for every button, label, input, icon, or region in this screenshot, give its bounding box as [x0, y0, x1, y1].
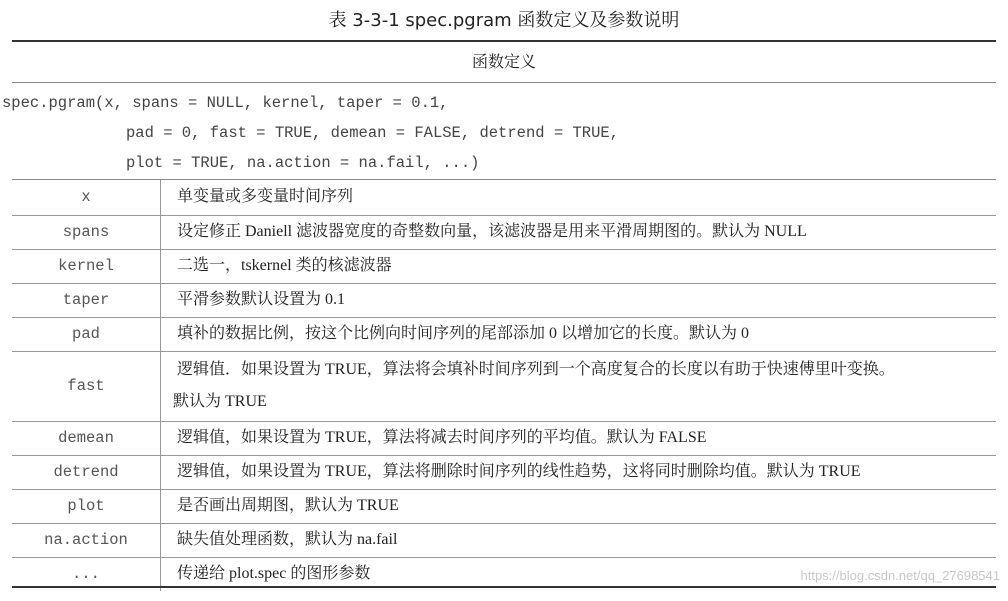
param-name: x	[12, 180, 161, 215]
watermark: https://blog.csdn.net/qq_27698541	[800, 568, 1000, 583]
section-header: 函数定义	[471, 52, 536, 71]
param-name: demean	[12, 421, 161, 455]
param-desc	[161, 351, 997, 421]
param-desc: 二选一，tskernel 类的核滤波器	[161, 249, 997, 283]
param-name: kernel	[12, 249, 161, 283]
table-title: 表 3-3-1 spec.pgram 函数定义及参数说明	[328, 10, 680, 31]
header-divider	[12, 82, 996, 83]
param-desc-line-2: 默认为 TRUE	[173, 393, 267, 410]
table-row	[12, 180, 996, 215]
code-line-3: plot = TRUE, na.action = na.fail, ...)	[126, 154, 480, 172]
code-line-2: pad = 0, fast = TRUE, demean = FALSE, detrend = TRUE,	[126, 124, 619, 142]
param-name: detrend	[12, 455, 161, 489]
table-row	[12, 317, 996, 351]
table-row	[12, 523, 996, 557]
table-row	[12, 351, 996, 421]
param-desc: 是否画出周期图，默认为 TRUE	[161, 489, 997, 523]
param-desc: 缺失值处理函数，默认为 na.fail	[161, 523, 997, 557]
table-row	[12, 249, 996, 283]
param-name: na.action	[12, 523, 161, 557]
param-desc: 填补的数据比例，按这个比例向时间序列的尾部添加 0 以增加它的长度。默认为 0	[161, 317, 997, 351]
table-row	[12, 489, 996, 523]
table-row	[12, 215, 996, 249]
param-desc: 设定修正 Daniell 滤波器宽度的奇整数向量，该滤波器是用来平滑周期图的。默认为 NULL	[161, 215, 997, 249]
table-row	[12, 283, 996, 317]
param-desc: 逻辑值，如果设置为 TRUE，算法将删除时间序列的线性趋势，这将同时删除均值。默认为 TRUE	[161, 455, 997, 489]
param-name: ...	[12, 557, 161, 591]
param-name: plot	[12, 489, 161, 523]
table-row	[12, 455, 996, 489]
param-desc: 逻辑值，如果设置为 TRUE，算法将减去时间序列的平均值。默认为 FALSE	[161, 421, 997, 455]
param-desc: 单变量或多变量时间序列	[177, 188, 354, 206]
table-row	[12, 421, 996, 455]
code-line-1: spec.pgram(x, spans = NULL, kernel, taper = 0.1,	[2, 94, 449, 112]
bottom-rule	[12, 586, 996, 588]
param-desc: 传递给 plot.spec 的图形参数	[161, 557, 997, 591]
param-name: spans	[12, 215, 161, 249]
param-desc-line-1: 逻辑值．如果设置为 TRUE，算法将会填补时间序列到一个高度复合的长度以有助于快速傅里叶变换。	[177, 361, 895, 378]
param-name: pad	[12, 317, 161, 351]
param-table	[12, 180, 996, 591]
param-name: fast	[12, 351, 161, 421]
param-name: taper	[12, 283, 161, 317]
param-desc: 平滑参数默认设置为 0.1	[161, 283, 997, 317]
